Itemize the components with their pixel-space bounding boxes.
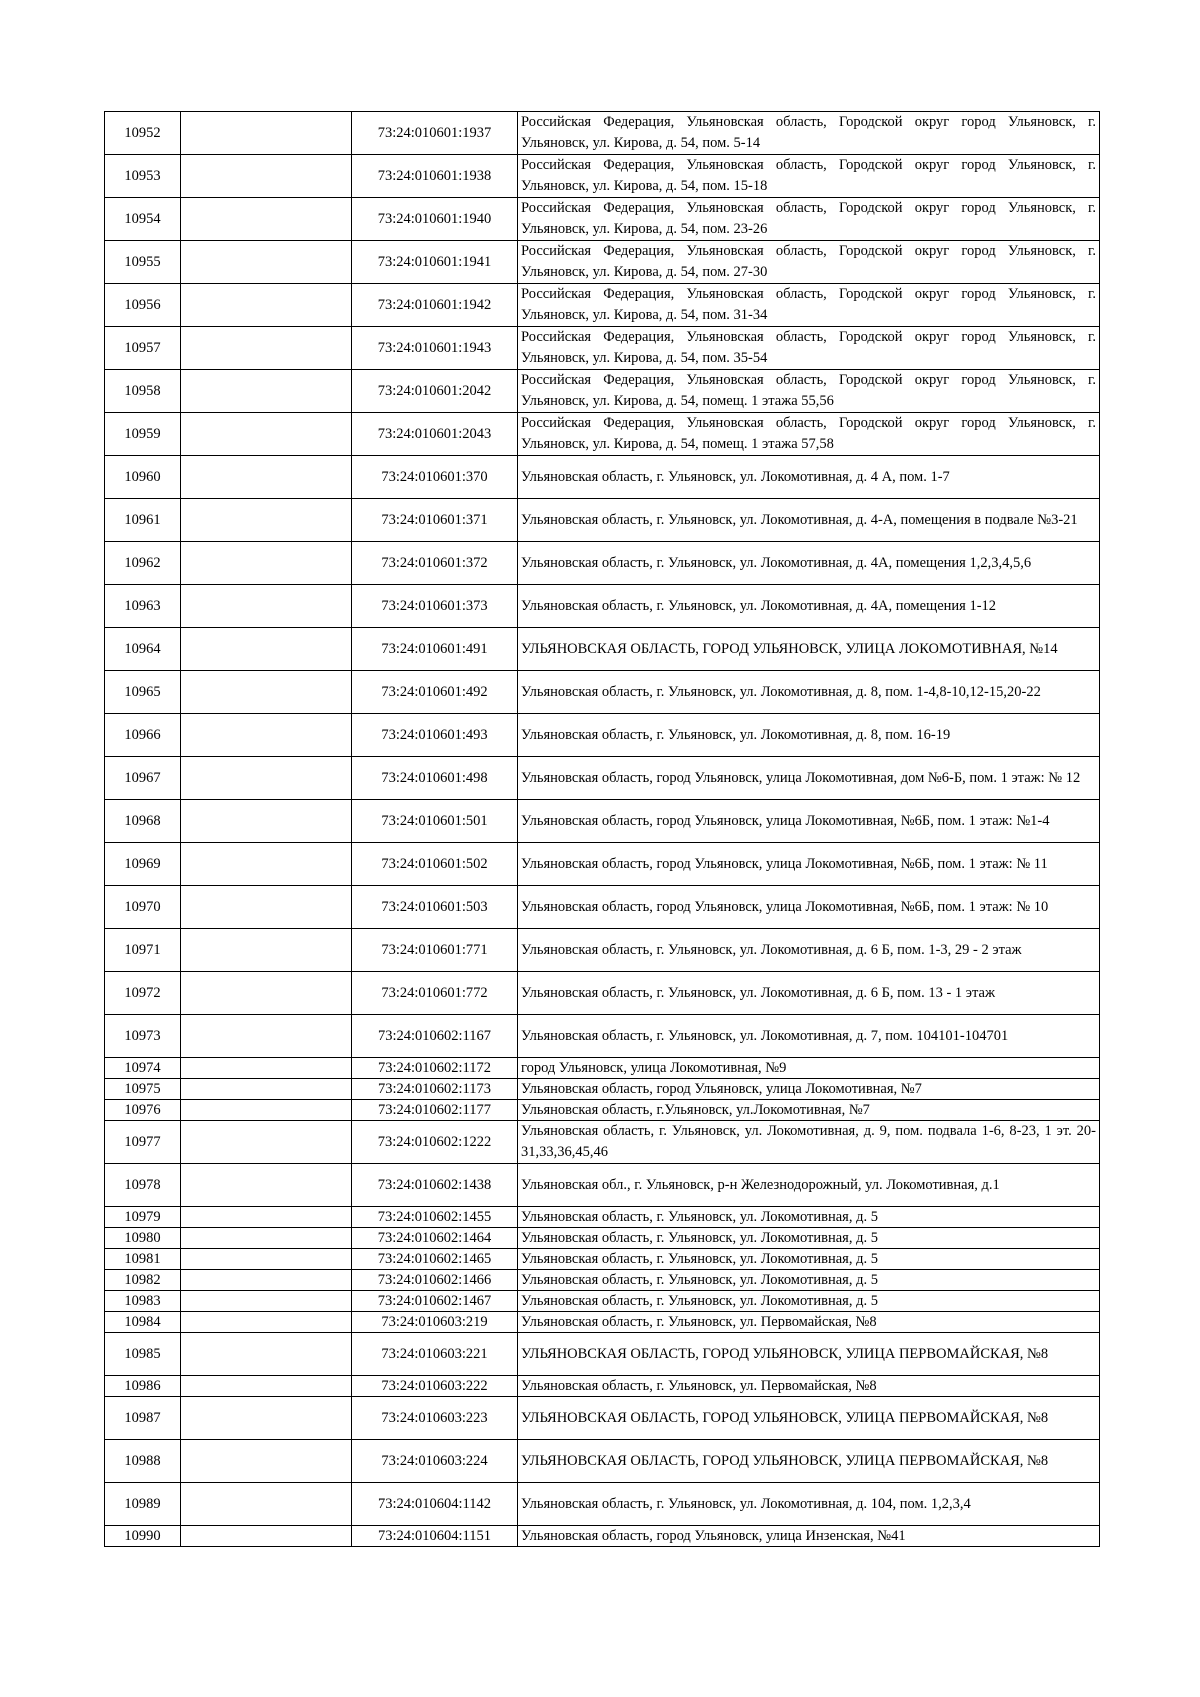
- cadastral-number: 73:24:010601:492: [352, 671, 518, 714]
- row-number: 10969: [105, 843, 181, 886]
- cadastral-number: 73:24:010602:1465: [352, 1249, 518, 1270]
- address: Ульяновская область, г.Ульяновск, ул.Локомотивная, №7: [518, 1100, 1100, 1121]
- empty-cell: [181, 1526, 352, 1547]
- table-row: [105, 886, 1100, 929]
- cadastral-number: 73:24:010601:498: [352, 757, 518, 800]
- table-row: [105, 1397, 1100, 1440]
- table-row: [105, 1100, 1100, 1121]
- row-number: 10964: [105, 628, 181, 671]
- empty-cell: [181, 1015, 352, 1058]
- cadastral-number: 73:24:010601:502: [352, 843, 518, 886]
- address: УЛЬЯНОВСКАЯ ОБЛАСТЬ, ГОРОД УЛЬЯНОВСК, УЛИЦА ЛОКОМОТИВНАЯ, №14: [518, 628, 1100, 671]
- cadastral-number: 73:24:010601:2043: [352, 413, 518, 456]
- empty-cell: [181, 198, 352, 241]
- table-row: [105, 800, 1100, 843]
- cadastral-number: 73:24:010602:1464: [352, 1228, 518, 1249]
- address: Ульяновская область, г. Ульяновск, ул. Локомотивная, д. 5: [518, 1249, 1100, 1270]
- table-row: [105, 155, 1100, 198]
- empty-cell: [181, 800, 352, 843]
- row-number: 10971: [105, 929, 181, 972]
- cadastral-number: 73:24:010604:1142: [352, 1483, 518, 1526]
- table-row: [105, 542, 1100, 585]
- address: Ульяновская область, город Ульяновск, улица Локомотивная, №6Б, пом. 1 этаж: №1-4: [518, 800, 1100, 843]
- empty-cell: [181, 1312, 352, 1333]
- address: Российская Федерация, Ульяновская область, Городской округ город Ульяновск, г. Ульяновск, ул. Кирова, д. 54, помещ. 1 этажа 57,58: [518, 413, 1100, 456]
- table-row: [105, 1270, 1100, 1291]
- address: Ульяновская обл., г. Ульяновск, р-н Железнодорожный, ул. Локомотивная, д.1: [518, 1164, 1100, 1207]
- address: Ульяновская область, город Ульяновск, улица Инзенская, №41: [518, 1526, 1100, 1547]
- registry-table: [104, 111, 1100, 1547]
- table-row: [105, 370, 1100, 413]
- row-number: 10970: [105, 886, 181, 929]
- table-row: [105, 284, 1100, 327]
- address: Российская Федерация, Ульяновская область, Городской округ город Ульяновск, г. Ульяновск, ул. Кирова, д. 54, пом. 27-30: [518, 241, 1100, 284]
- table-row: [105, 241, 1100, 284]
- cadastral-number: 73:24:010603:222: [352, 1376, 518, 1397]
- cadastral-number: 73:24:010601:371: [352, 499, 518, 542]
- cadastral-number: 73:24:010601:1943: [352, 327, 518, 370]
- table-row: [105, 1058, 1100, 1079]
- empty-cell: [181, 1079, 352, 1100]
- row-number: 10957: [105, 327, 181, 370]
- address: Ульяновская область, г. Ульяновск, ул. Локомотивная, д. 8, пом. 16-19: [518, 714, 1100, 757]
- table-row: [105, 327, 1100, 370]
- cadastral-number: 73:24:010603:221: [352, 1333, 518, 1376]
- empty-cell: [181, 585, 352, 628]
- empty-cell: [181, 886, 352, 929]
- empty-cell: [181, 1270, 352, 1291]
- table-row: [105, 1207, 1100, 1228]
- cadastral-number: 73:24:010602:1177: [352, 1100, 518, 1121]
- row-number: 10953: [105, 155, 181, 198]
- row-number: 10967: [105, 757, 181, 800]
- empty-cell: [181, 542, 352, 585]
- row-number: 10955: [105, 241, 181, 284]
- row-number: 10988: [105, 1440, 181, 1483]
- row-number: 10982: [105, 1270, 181, 1291]
- cadastral-number: 73:24:010601:771: [352, 929, 518, 972]
- table-row: [105, 1312, 1100, 1333]
- cadastral-number: 73:24:010601:503: [352, 886, 518, 929]
- cadastral-number: 73:24:010602:1455: [352, 1207, 518, 1228]
- row-number: 10985: [105, 1333, 181, 1376]
- cadastral-number: 73:24:010601:373: [352, 585, 518, 628]
- address: Российская Федерация, Ульяновская область, Городской округ город Ульяновск, г. Ульяновск, ул. Кирова, д. 54, пом. 31-34: [518, 284, 1100, 327]
- empty-cell: [181, 1291, 352, 1312]
- table-row: [105, 1121, 1100, 1164]
- table-row: [105, 585, 1100, 628]
- row-number: 10976: [105, 1100, 181, 1121]
- row-number: 10986: [105, 1376, 181, 1397]
- row-number: 10961: [105, 499, 181, 542]
- address: Ульяновская область, г. Ульяновск, ул. Локомотивная, д. 6 Б, пом. 1-3, 29 - 2 этаж: [518, 929, 1100, 972]
- address: Ульяновская область, г. Ульяновск, ул. Первомайская, №8: [518, 1376, 1100, 1397]
- cadastral-number: 73:24:010601:491: [352, 628, 518, 671]
- empty-cell: [181, 1121, 352, 1164]
- cadastral-number: 73:24:010602:1173: [352, 1079, 518, 1100]
- row-number: 10983: [105, 1291, 181, 1312]
- cadastral-number: 73:24:010601:372: [352, 542, 518, 585]
- row-number: 10987: [105, 1397, 181, 1440]
- address: Ульяновская область, г. Ульяновск, ул. Локомотивная, д. 104, пом. 1,2,3,4: [518, 1483, 1100, 1526]
- address: Российская Федерация, Ульяновская область, Городской округ город Ульяновск, г. Ульяновск, ул. Кирова, д. 54, пом. 23-26: [518, 198, 1100, 241]
- row-number: 10960: [105, 456, 181, 499]
- row-number: 10980: [105, 1228, 181, 1249]
- table-row: [105, 1333, 1100, 1376]
- empty-cell: [181, 1249, 352, 1270]
- empty-cell: [181, 1376, 352, 1397]
- row-number: 10963: [105, 585, 181, 628]
- address: Ульяновская область, г. Ульяновск, ул. Локомотивная, д. 5: [518, 1270, 1100, 1291]
- table-row: [105, 1079, 1100, 1100]
- row-number: 10956: [105, 284, 181, 327]
- address: УЛЬЯНОВСКАЯ ОБЛАСТЬ, ГОРОД УЛЬЯНОВСК, УЛИЦА ПЕРВОМАЙСКАЯ, №8: [518, 1333, 1100, 1376]
- address: УЛЬЯНОВСКАЯ ОБЛАСТЬ, ГОРОД УЛЬЯНОВСК, УЛИЦА ПЕРВОМАЙСКАЯ, №8: [518, 1397, 1100, 1440]
- table-row: [105, 1291, 1100, 1312]
- empty-cell: [181, 843, 352, 886]
- table-row: [105, 198, 1100, 241]
- empty-cell: [181, 499, 352, 542]
- row-number: 10989: [105, 1483, 181, 1526]
- table-row: [105, 1440, 1100, 1483]
- table-row: [105, 714, 1100, 757]
- cadastral-number: 73:24:010603:224: [352, 1440, 518, 1483]
- table-row: [105, 499, 1100, 542]
- row-number: 10977: [105, 1121, 181, 1164]
- cadastral-number: 73:24:010601:1940: [352, 198, 518, 241]
- empty-cell: [181, 1333, 352, 1376]
- table-row: [105, 972, 1100, 1015]
- address: Ульяновская область, г. Ульяновск, ул. Локомотивная, д. 4А, помещения 1,2,3,4,5,6: [518, 542, 1100, 585]
- address: Ульяновская область, г. Ульяновск, ул. Локомотивная, д. 5: [518, 1291, 1100, 1312]
- address: Ульяновская область, г. Ульяновск, ул. Локомотивная, д. 9, пом. подвала 1-6, 8-23, 1 эт. 20-31,33,36,45,46: [518, 1121, 1100, 1164]
- cadastral-number: 73:24:010601:1942: [352, 284, 518, 327]
- cadastral-number: 73:24:010603:223: [352, 1397, 518, 1440]
- row-number: 10966: [105, 714, 181, 757]
- address: Ульяновская область, г. Ульяновск, ул. Локомотивная, д. 5: [518, 1207, 1100, 1228]
- empty-cell: [181, 284, 352, 327]
- empty-cell: [181, 1207, 352, 1228]
- cadastral-number: 73:24:010602:1466: [352, 1270, 518, 1291]
- table-row: [105, 112, 1100, 155]
- empty-cell: [181, 456, 352, 499]
- cadastral-number: 73:24:010601:1937: [352, 112, 518, 155]
- empty-cell: [181, 714, 352, 757]
- row-number: 10978: [105, 1164, 181, 1207]
- table-row: [105, 628, 1100, 671]
- address: Ульяновская область, г. Ульяновск, ул. Локомотивная, д. 4А, помещения 1-12: [518, 585, 1100, 628]
- empty-cell: [181, 327, 352, 370]
- empty-cell: [181, 1483, 352, 1526]
- row-number: 10974: [105, 1058, 181, 1079]
- empty-cell: [181, 370, 352, 413]
- cadastral-number: 73:24:010601:493: [352, 714, 518, 757]
- cadastral-number: 73:24:010602:1167: [352, 1015, 518, 1058]
- address: Ульяновская область, г. Ульяновск, ул. Локомотивная, д. 4-А, помещения в подвале №3-21: [518, 499, 1100, 542]
- address: Ульяновская область, город Ульяновск, улица Локомотивная, дом №6-Б, пом. 1 этаж: № 12: [518, 757, 1100, 800]
- row-number: 10962: [105, 542, 181, 585]
- row-number: 10972: [105, 972, 181, 1015]
- table-row: [105, 1015, 1100, 1058]
- row-number: 10965: [105, 671, 181, 714]
- empty-cell: [181, 972, 352, 1015]
- empty-cell: [181, 1397, 352, 1440]
- empty-cell: [181, 1164, 352, 1207]
- registry-table-body: [105, 112, 1100, 1547]
- address: город Ульяновск, улица Локомотивная, №9: [518, 1058, 1100, 1079]
- cadastral-number: 73:24:010601:370: [352, 456, 518, 499]
- table-row: [105, 843, 1100, 886]
- table-row: [105, 456, 1100, 499]
- table-row: [105, 1376, 1100, 1397]
- empty-cell: [181, 1058, 352, 1079]
- cadastral-number: 73:24:010603:219: [352, 1312, 518, 1333]
- row-number: 10954: [105, 198, 181, 241]
- table-row: [105, 1483, 1100, 1526]
- address: Ульяновская область, г. Ульяновск, ул. Первомайская, №8: [518, 1312, 1100, 1333]
- row-number: 10968: [105, 800, 181, 843]
- row-number: 10975: [105, 1079, 181, 1100]
- empty-cell: [181, 929, 352, 972]
- row-number: 10952: [105, 112, 181, 155]
- row-number: 10973: [105, 1015, 181, 1058]
- address: Ульяновская область, город Ульяновск, улица Локомотивная, №7: [518, 1079, 1100, 1100]
- empty-cell: [181, 757, 352, 800]
- address: Ульяновская область, город Ульяновск, улица Локомотивная, №6Б, пом. 1 этаж: № 10: [518, 886, 1100, 929]
- table-row: [105, 1526, 1100, 1547]
- row-number: 10990: [105, 1526, 181, 1547]
- table-row: [105, 1164, 1100, 1207]
- cadastral-number: 73:24:010601:1941: [352, 241, 518, 284]
- address: Ульяновская область, г. Ульяновск, ул. Локомотивная, д. 5: [518, 1228, 1100, 1249]
- cadastral-number: 73:24:010602:1467: [352, 1291, 518, 1312]
- empty-cell: [181, 112, 352, 155]
- cadastral-number: 73:24:010602:1222: [352, 1121, 518, 1164]
- row-number: 10958: [105, 370, 181, 413]
- row-number: 10959: [105, 413, 181, 456]
- cadastral-number: 73:24:010601:772: [352, 972, 518, 1015]
- row-number: 10979: [105, 1207, 181, 1228]
- cadastral-number: 73:24:010604:1151: [352, 1526, 518, 1547]
- empty-cell: [181, 413, 352, 456]
- empty-cell: [181, 1100, 352, 1121]
- empty-cell: [181, 155, 352, 198]
- cadastral-number: 73:24:010601:1938: [352, 155, 518, 198]
- row-number: 10984: [105, 1312, 181, 1333]
- row-number: 10981: [105, 1249, 181, 1270]
- empty-cell: [181, 1228, 352, 1249]
- empty-cell: [181, 628, 352, 671]
- cadastral-number: 73:24:010602:1438: [352, 1164, 518, 1207]
- address: УЛЬЯНОВСКАЯ ОБЛАСТЬ, ГОРОД УЛЬЯНОВСК, УЛИЦА ПЕРВОМАЙСКАЯ, №8: [518, 1440, 1100, 1483]
- address: Российская Федерация, Ульяновская область, Городской округ город Ульяновск, г. Ульяновск, ул. Кирова, д. 54, пом. 15-18: [518, 155, 1100, 198]
- table-row: [105, 671, 1100, 714]
- cadastral-number: 73:24:010601:2042: [352, 370, 518, 413]
- table-row: [105, 757, 1100, 800]
- address: Российская Федерация, Ульяновская область, Городской округ город Ульяновск, г. Ульяновск, ул. Кирова, д. 54, пом. 5-14: [518, 112, 1100, 155]
- cadastral-number: 73:24:010601:501: [352, 800, 518, 843]
- address: Ульяновская область, г. Ульяновск, ул. Локомотивная, д. 4 А, пом. 1-7: [518, 456, 1100, 499]
- table-row: [105, 929, 1100, 972]
- address: Ульяновская область, город Ульяновск, улица Локомотивная, №6Б, пом. 1 этаж: № 11: [518, 843, 1100, 886]
- empty-cell: [181, 241, 352, 284]
- address: Российская Федерация, Ульяновская область, Городской округ город Ульяновск, г. Ульяновск, ул. Кирова, д. 54, помещ. 1 этажа 55,56: [518, 370, 1100, 413]
- address: Ульяновская область, г. Ульяновск, ул. Локомотивная, д. 6 Б, пом. 13 - 1 этаж: [518, 972, 1100, 1015]
- table-row: [105, 413, 1100, 456]
- empty-cell: [181, 671, 352, 714]
- address: Ульяновская область, г. Ульяновск, ул. Локомотивная, д. 8, пом. 1-4,8-10,12-15,20-22: [518, 671, 1100, 714]
- table-row: [105, 1228, 1100, 1249]
- address: Российская Федерация, Ульяновская область, Городской округ город Ульяновск, г. Ульяновск, ул. Кирова, д. 54, пом. 35-54: [518, 327, 1100, 370]
- address: Ульяновская область, г. Ульяновск, ул. Локомотивная, д. 7, пом. 104101-104701: [518, 1015, 1100, 1058]
- table-row: [105, 1249, 1100, 1270]
- empty-cell: [181, 1440, 352, 1483]
- cadastral-number: 73:24:010602:1172: [352, 1058, 518, 1079]
